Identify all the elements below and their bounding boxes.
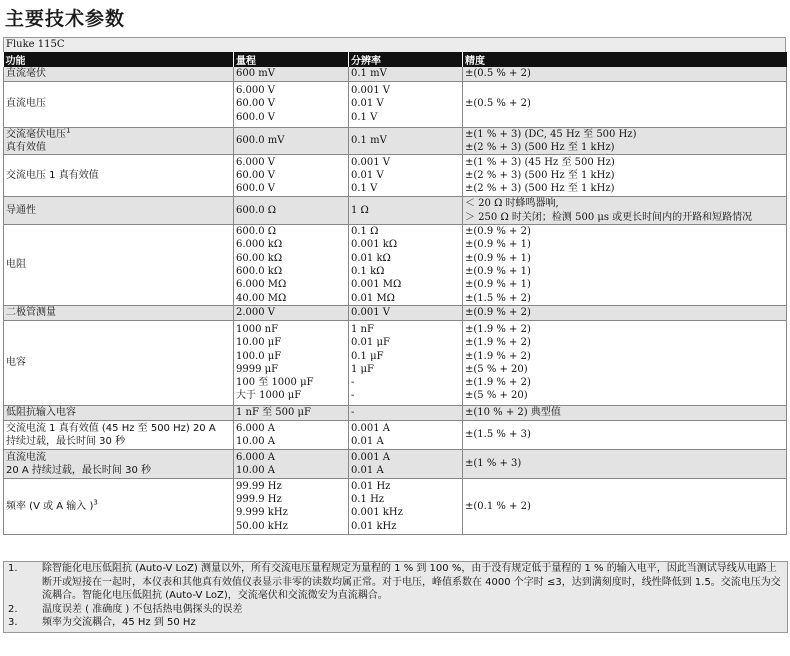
resolution-line: 0.1 μF	[351, 350, 384, 362]
footnote-marker: 1	[66, 127, 71, 135]
accuracy-cell	[463, 478, 787, 534]
function-line: 真有效值	[6, 141, 46, 153]
resolution-line: 0.1 Ω	[351, 226, 379, 238]
function-line: 直流电流	[6, 451, 46, 463]
range-cell	[234, 197, 349, 225]
footnote-text: 温度误差 ( 准确度 ) 不包括热电偶探头的误差	[42, 603, 243, 615]
range-line: 6.000 V	[236, 156, 276, 168]
model-label: Fluke 115C	[3, 37, 786, 52]
range-cell	[234, 155, 349, 197]
function-line: 交流电流 1 真有效值 (45 Hz 至 500 Hz) 20 A	[6, 422, 216, 434]
table-row	[4, 405, 787, 420]
resolution-line: 0.01 MΩ	[351, 292, 395, 304]
function-cell	[4, 197, 234, 225]
footnotes	[3, 561, 788, 633]
range-line: 600.0 Ω	[236, 226, 277, 238]
resolution-line: 0.01 V	[351, 169, 384, 181]
resolution-cell	[349, 155, 463, 197]
accuracy-line: ±(1 % + 3)	[465, 458, 522, 470]
footnote-number: 2.	[8, 603, 18, 615]
accuracy-line: ±(1.9 % + 2)	[465, 350, 531, 362]
accuracy-cell	[463, 449, 787, 478]
resolution-line: 1 μF	[351, 363, 374, 375]
resolution-line: 0.001 MΩ	[351, 279, 402, 291]
resolution-line: 0.001 A	[351, 451, 391, 463]
accuracy-line: ±(0.1 % + 2)	[465, 500, 531, 512]
accuracy-cell	[463, 305, 787, 320]
accuracy-line: ±(2 % + 3) (500 Hz 至 1 kHz)	[465, 183, 615, 195]
accuracy-cell	[463, 67, 787, 81]
range-line: 99.99 Hz	[236, 480, 282, 492]
table-row	[4, 127, 787, 155]
resolution-cell	[349, 67, 463, 81]
footnote-item	[4, 562, 787, 603]
range-cell	[234, 405, 349, 420]
accuracy-line: ±(1.5 % + 3)	[465, 429, 531, 441]
resolution-cell	[349, 478, 463, 534]
range-line: 6.000 V	[236, 85, 276, 97]
range-line: 6.000 A	[236, 451, 276, 463]
footnote-text: 频率为交流耦合，45 Hz 到 50 Hz	[42, 617, 196, 628]
table-row	[4, 155, 787, 197]
range-line: 60.00 kΩ	[236, 252, 283, 264]
range-cell	[234, 67, 349, 81]
resolution-line: 0.01 V	[351, 98, 384, 110]
resolution-line: 0.001 V	[351, 156, 391, 168]
accuracy-line: ±(1.9 % + 2)	[465, 323, 531, 335]
accuracy-cell	[463, 320, 787, 405]
resolution-line: 0.01 μF	[351, 337, 390, 349]
accuracy-line: ±(0.9 % + 1)	[465, 279, 531, 291]
range-line: 10.00 A	[236, 435, 276, 447]
resolution-cell	[349, 449, 463, 478]
function-line: 频率 (V 或 A 输入 )	[6, 500, 94, 512]
footnote-number: 3.	[8, 617, 18, 628]
table-row	[4, 67, 787, 81]
page-title: 主要技术参数	[5, 8, 126, 30]
function-line: 持续过载，最长时间 30 秒	[6, 435, 126, 447]
table-header-row	[4, 52, 787, 67]
range-line: 2.000 V	[236, 307, 276, 319]
resolution-line: 0.01 Hz	[351, 480, 391, 492]
accuracy-line: ±(0.9 % + 2)	[465, 226, 531, 238]
accuracy-line: ±(1 % + 3) (DC, 45 Hz 至 500 Hz)	[465, 128, 637, 140]
resolution-line: 0.1 V	[351, 111, 378, 123]
function-line: 直流毫伏	[6, 68, 46, 80]
accuracy-line: ±(0.5 % + 2)	[465, 98, 531, 110]
range-line: 999.9 Hz	[236, 494, 282, 506]
range-line: 600.0 Ω	[236, 204, 277, 216]
range-cell	[234, 478, 349, 534]
footnote-item	[4, 603, 787, 617]
resolution-line: 0.001 kHz	[351, 507, 403, 519]
function-cell	[4, 67, 234, 81]
range-cell	[234, 127, 349, 155]
footnote-item	[4, 616, 787, 630]
function-cell	[4, 127, 234, 155]
resolution-cell	[349, 225, 463, 306]
spec-table	[3, 52, 787, 535]
range-line: 1000 nF	[236, 323, 279, 335]
header-resolution: 分辨率	[349, 52, 463, 67]
resolution-line: 0.001 V	[351, 85, 391, 97]
resolution-cell	[349, 305, 463, 320]
function-line: 导通性	[6, 204, 36, 216]
range-line: 1 nF 至 500 μF	[236, 407, 311, 419]
resolution-line: 0.1 Hz	[351, 494, 385, 506]
function-line: 低阻抗输入电容	[6, 407, 76, 419]
range-cell	[234, 320, 349, 405]
range-line: 6.000 MΩ	[236, 279, 287, 291]
accuracy-line: ±(1.9 % + 2)	[465, 377, 531, 389]
function-cell	[4, 320, 234, 405]
spec-table-container	[3, 37, 786, 535]
resolution-cell	[349, 420, 463, 449]
accuracy-line: ±(1.9 % + 2)	[465, 337, 531, 349]
resolution-line: -	[351, 377, 355, 389]
accuracy-line: ＜ 20 Ω 时蜂鸣器响,	[465, 198, 559, 210]
resolution-line: 0.001 V	[351, 307, 391, 319]
range-line: 大于 1000 μF	[236, 390, 302, 402]
range-line: 60.00 V	[236, 169, 276, 181]
resolution-line: 0.1 mV	[351, 68, 387, 80]
function-cell	[4, 420, 234, 449]
accuracy-line: ±(0.9 % + 2)	[465, 307, 531, 319]
resolution-line: 0.01 A	[351, 435, 384, 447]
resolution-line: 0.01 kΩ	[351, 252, 391, 264]
range-cell	[234, 420, 349, 449]
accuracy-line: ±(1.5 % + 2)	[465, 292, 531, 304]
table-row	[4, 420, 787, 449]
accuracy-cell	[463, 420, 787, 449]
range-line: 9.999 kHz	[236, 507, 288, 519]
header-accuracy: 精度	[463, 52, 787, 67]
accuracy-line: ±(5 % + 20)	[465, 363, 528, 375]
accuracy-line: ±(10 % + 2) 典型值	[465, 407, 561, 419]
range-cell	[234, 449, 349, 478]
resolution-line: -	[351, 390, 355, 402]
range-line: 9999 μF	[236, 363, 279, 375]
function-cell	[4, 449, 234, 478]
accuracy-cell	[463, 225, 787, 306]
resolution-cell	[349, 405, 463, 420]
table-row	[4, 197, 787, 225]
resolution-line: 0.01 A	[351, 464, 384, 476]
accuracy-cell	[463, 81, 787, 127]
range-line: 10.00 A	[236, 464, 276, 476]
function-line: 交流电压 1 真有效值	[6, 169, 99, 181]
resolution-line: 0.1 kΩ	[351, 265, 385, 277]
accuracy-line: ±(2 % + 3) (500 Hz 至 1 kHz)	[465, 141, 615, 153]
resolution-line: 0.001 kΩ	[351, 239, 398, 251]
range-cell	[234, 81, 349, 127]
accuracy-cell	[463, 155, 787, 197]
resolution-cell	[349, 127, 463, 155]
resolution-cell	[349, 197, 463, 225]
accuracy-line: ±(1 % + 3) (45 Hz 至 500 Hz)	[465, 156, 615, 168]
accuracy-cell	[463, 197, 787, 225]
resolution-line: 1 Ω	[351, 204, 369, 216]
resolution-line: 1 nF	[351, 323, 374, 335]
footnote-marker: 3	[93, 498, 98, 507]
table-body	[4, 67, 787, 534]
function-cell	[4, 81, 234, 127]
function-line: 二极管测量	[6, 307, 56, 319]
resolution-line: 0.01 kHz	[351, 520, 397, 532]
function-cell	[4, 405, 234, 420]
header-range: 量程	[234, 52, 349, 67]
footnote-text: 除智能化电压低阻抗 (Auto-V LoZ) 测量以外，所有交流电压量程规定为量程的 1 % 到 100 %，由于没有规定低于量程的 1 % 的输入电平，因此当测试导线从电路上断开或短接在一起时，本仪表和其他真有效值仪表显示非零的读数均属正常。对于电压，峰值系数在 4000 个字时 ≤3，达到满刻度时，线性降低到 1.5。交流电压为交流耦合。智能化电压低阻抗 (Auto-V LoZ)，交流毫伏和交流微安为直流耦合。	[42, 563, 781, 601]
table-row	[4, 225, 787, 306]
resolution-line: 0.001 A	[351, 422, 391, 434]
accuracy-line: ±(2 % + 3) (500 Hz 至 1 kHz)	[465, 169, 615, 181]
function-line: 电容	[6, 357, 26, 369]
resolution-cell	[349, 320, 463, 405]
function-cell	[4, 305, 234, 320]
accuracy-cell	[463, 405, 787, 420]
accuracy-line: ±(0.5 % + 2)	[465, 68, 531, 80]
header-function: 功能	[4, 52, 234, 67]
range-line: 600 mV	[236, 68, 275, 80]
table-row	[4, 320, 787, 405]
resolution-line: 0.1 mV	[351, 135, 387, 147]
footnote-number: 1.	[8, 563, 18, 574]
function-line: 20 A 持续过载，最长时间 30 秒	[6, 464, 152, 476]
function-cell	[4, 155, 234, 197]
accuracy-line: ±(0.9 % + 1)	[465, 239, 531, 251]
function-cell	[4, 478, 234, 534]
range-line: 100 至 1000 μF	[236, 377, 314, 389]
range-line: 60.00 V	[236, 98, 276, 110]
resolution-line: -	[351, 407, 355, 419]
accuracy-line: ±(5 % + 20)	[465, 390, 528, 402]
accuracy-line: ＞ 250 Ω 时关闭；检测 500 μs 或更长时间内的开路和短路情况	[465, 211, 753, 223]
range-line: 600.0 mV	[236, 135, 285, 147]
range-line: 6.000 A	[236, 422, 276, 434]
accuracy-line: ±(0.9 % + 1)	[465, 252, 531, 264]
range-line: 10.00 μF	[236, 337, 282, 349]
range-line: 600.0 V	[236, 111, 276, 123]
function-line: 交流毫伏电压	[6, 128, 66, 140]
range-line: 600.0 kΩ	[236, 265, 283, 277]
table-row	[4, 449, 787, 478]
function-line: 直流电压	[6, 98, 46, 110]
table-row	[4, 81, 787, 127]
table-row	[4, 305, 787, 320]
resolution-cell	[349, 81, 463, 127]
function-line: 电阻	[6, 259, 26, 271]
range-line: 6.000 kΩ	[236, 239, 283, 251]
range-cell	[234, 305, 349, 320]
range-line: 100.0 μF	[236, 350, 282, 362]
range-line: 50.00 kHz	[236, 520, 288, 532]
function-cell	[4, 225, 234, 306]
accuracy-line: ±(0.9 % + 1)	[465, 265, 531, 277]
resolution-line: 0.1 V	[351, 183, 378, 195]
accuracy-cell	[463, 127, 787, 155]
range-line: 600.0 V	[236, 183, 276, 195]
range-cell	[234, 225, 349, 306]
range-line: 40.00 MΩ	[236, 292, 287, 304]
table-row	[4, 478, 787, 534]
